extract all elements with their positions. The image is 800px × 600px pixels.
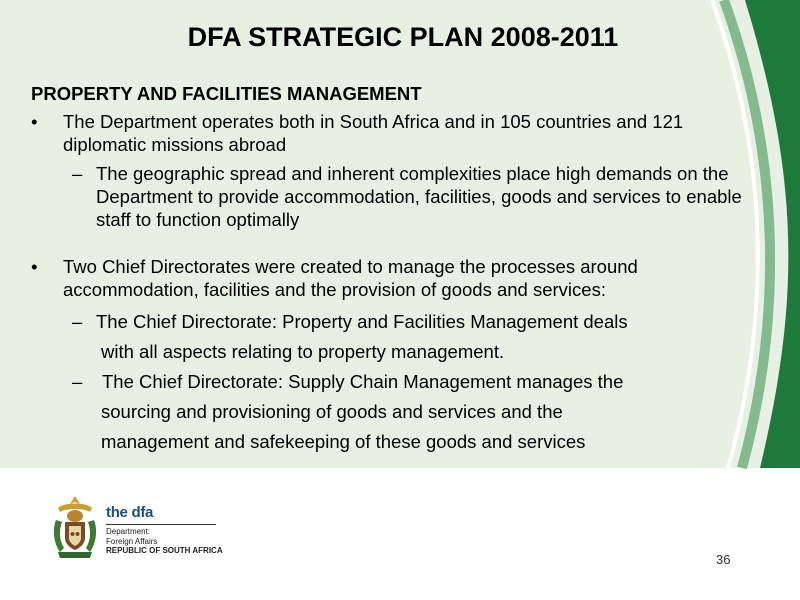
coat-of-arms-icon <box>50 494 100 562</box>
dash-icon: – <box>72 163 83 184</box>
slide-body <box>31 82 771 457</box>
sub-bullet-text: The Chief Directorate: Supply Chain Management manages the <box>102 371 624 392</box>
sub-bullet-continuation: sourcing and provisioning of goods and services and the <box>101 401 563 422</box>
bullet-dot-icon: • <box>31 256 38 277</box>
bullet-item <box>31 110 771 156</box>
department-name: Department: Foreign Affairs REPUBLIC OF SOUTH AFRICA <box>106 527 223 555</box>
sub-bullet-text: The geographic spread and inherent complexities place high demands on the Department to provide accommodation, facilities, goods and services to enable staff to function optimally <box>96 163 742 230</box>
logo-divider <box>106 524 216 525</box>
sub-bullet-continuation: management and safekeeping of these goods and services <box>101 431 586 452</box>
page-number: 36 <box>716 552 731 567</box>
sub-bullet-item <box>31 307 771 337</box>
dash-icon: – <box>72 311 83 332</box>
section-heading: PROPERTY AND FACILITIES MANAGEMENT <box>31 83 422 104</box>
bullet-item <box>31 255 771 301</box>
dash-icon: – <box>72 371 83 392</box>
sub-bullet-text: The Chief Directorate: Property and Facilities Management deals <box>96 311 628 332</box>
bullet-dot-icon: • <box>31 111 38 132</box>
dfa-logo <box>50 494 230 564</box>
brand-name: the dfa <box>106 504 154 521</box>
sub-bullet-continuation: with all aspects relating to property management. <box>101 341 505 362</box>
sub-bullet-item <box>31 367 771 397</box>
bullet-text: Two Chief Directorates were created to manage the processes around accommodation, facilities and the provision of goods and services: <box>63 256 638 300</box>
bullet-text: The Department operates both in South Africa and in 105 countries and 121 diplomatic missions abroad <box>63 111 684 155</box>
slide-title: DFA STRATEGIC PLAN 2008-2011 <box>187 22 619 52</box>
sub-bullet-group <box>31 307 771 457</box>
sub-bullet-item <box>31 162 771 231</box>
